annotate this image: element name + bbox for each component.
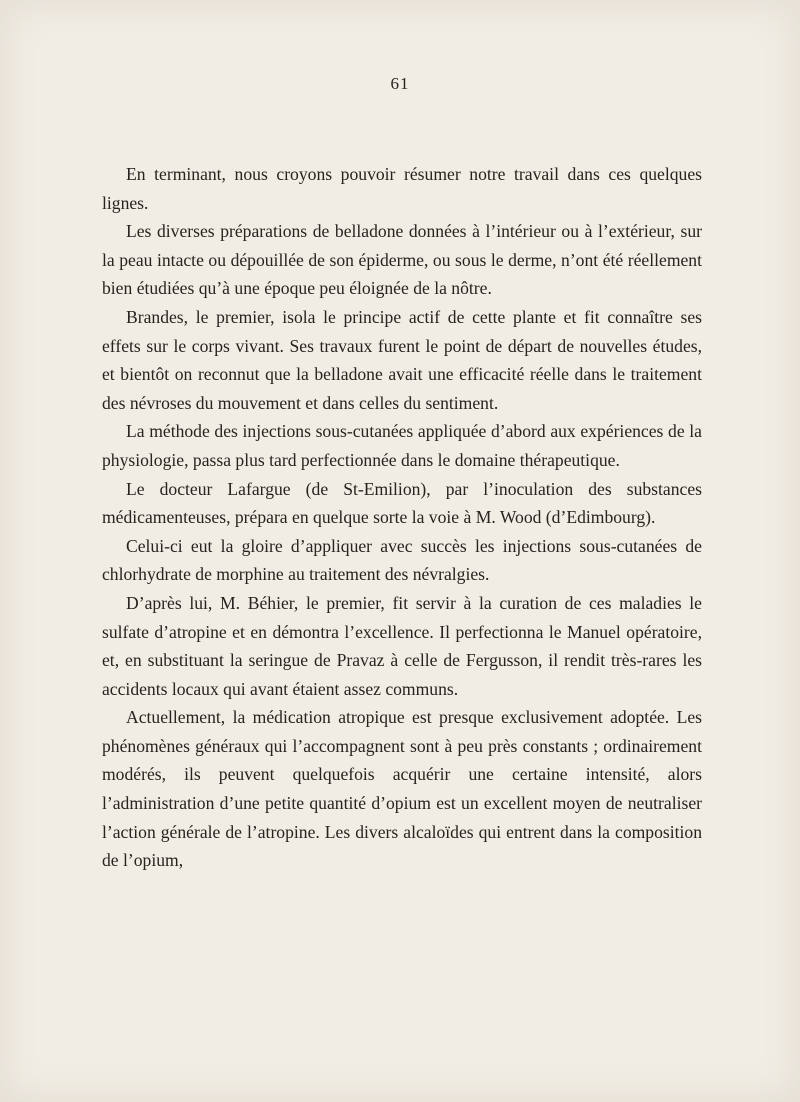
- paragraph-4: La méthode des injections sous-cutanées appliquée d’abord aux expériences de la physiologie, passa plus tard perfectionnée dans le domaine thérapeutique.: [102, 421, 702, 470]
- paragraph-6: Celui-ci eut la gloire d’appliquer avec succès les injections sous-cutanées de chlorhydrate de morphine au traitement des névralgies.: [102, 535, 702, 585]
- paragraph-3: Brandes, le premier, isola le principe actif de cette plante et fit connaître ses effets sur le corps vivant. Ses travaux furent le point de départ de nouvelles études, et bientôt on reconnut que la belladone avait une efficacité réelle dans le traitement des névroses du mouvement et dans celles du sentiment.: [102, 306, 702, 413]
- paragraph-2: Les diverses préparations de belladone données à l’intérieur ou à l’extérieur, sur la peau intacte ou dépouillée de son épiderme, ou sous le derme, n’ont été réellement bien étudiées qu’à une époque peu éloignée de la nôtre.: [102, 221, 702, 299]
- paragraph-7: D’après lui, M. Béhier, le premier, fit servir à la curation de ces maladies le sulfate d’atropine et en démontra l’excellence. Il perfectionna le Manuel opératoire, et, en substituant la seringue de Pravaz à celle de Fergusson, il rendit très-rares les accidents locaux qui avant étaient assez communs.: [102, 592, 702, 699]
- paragraph-8: Actuellement, la médication atropique est presque exclusivement adoptée. Les phénomènes généraux qui l’accompagnent sont à peu près constants ; ordinairement modérés, ils peuvent quelquefois acquérir une certaine intensité, alors l’administration d’une petite quantité d’opium est un excellent moyen de neutraliser l’action générale de l’atropine. Les divers alcaloïdes qui entrent dans la composition de l’opium,: [102, 707, 702, 871]
- paragraph-1: En terminant, nous croyons pouvoir résumer notre travail dans ces quelques lignes.: [102, 164, 702, 213]
- body-text: [102, 160, 702, 875]
- page-number: 61: [390, 74, 410, 93]
- paragraph-5: Le docteur Lafargue (de St-Emilion), par l’inoculation des substances médicamenteuses, prépara en quelque sorte la voie à M. Wood (d’Edimbourg).: [102, 478, 702, 528]
